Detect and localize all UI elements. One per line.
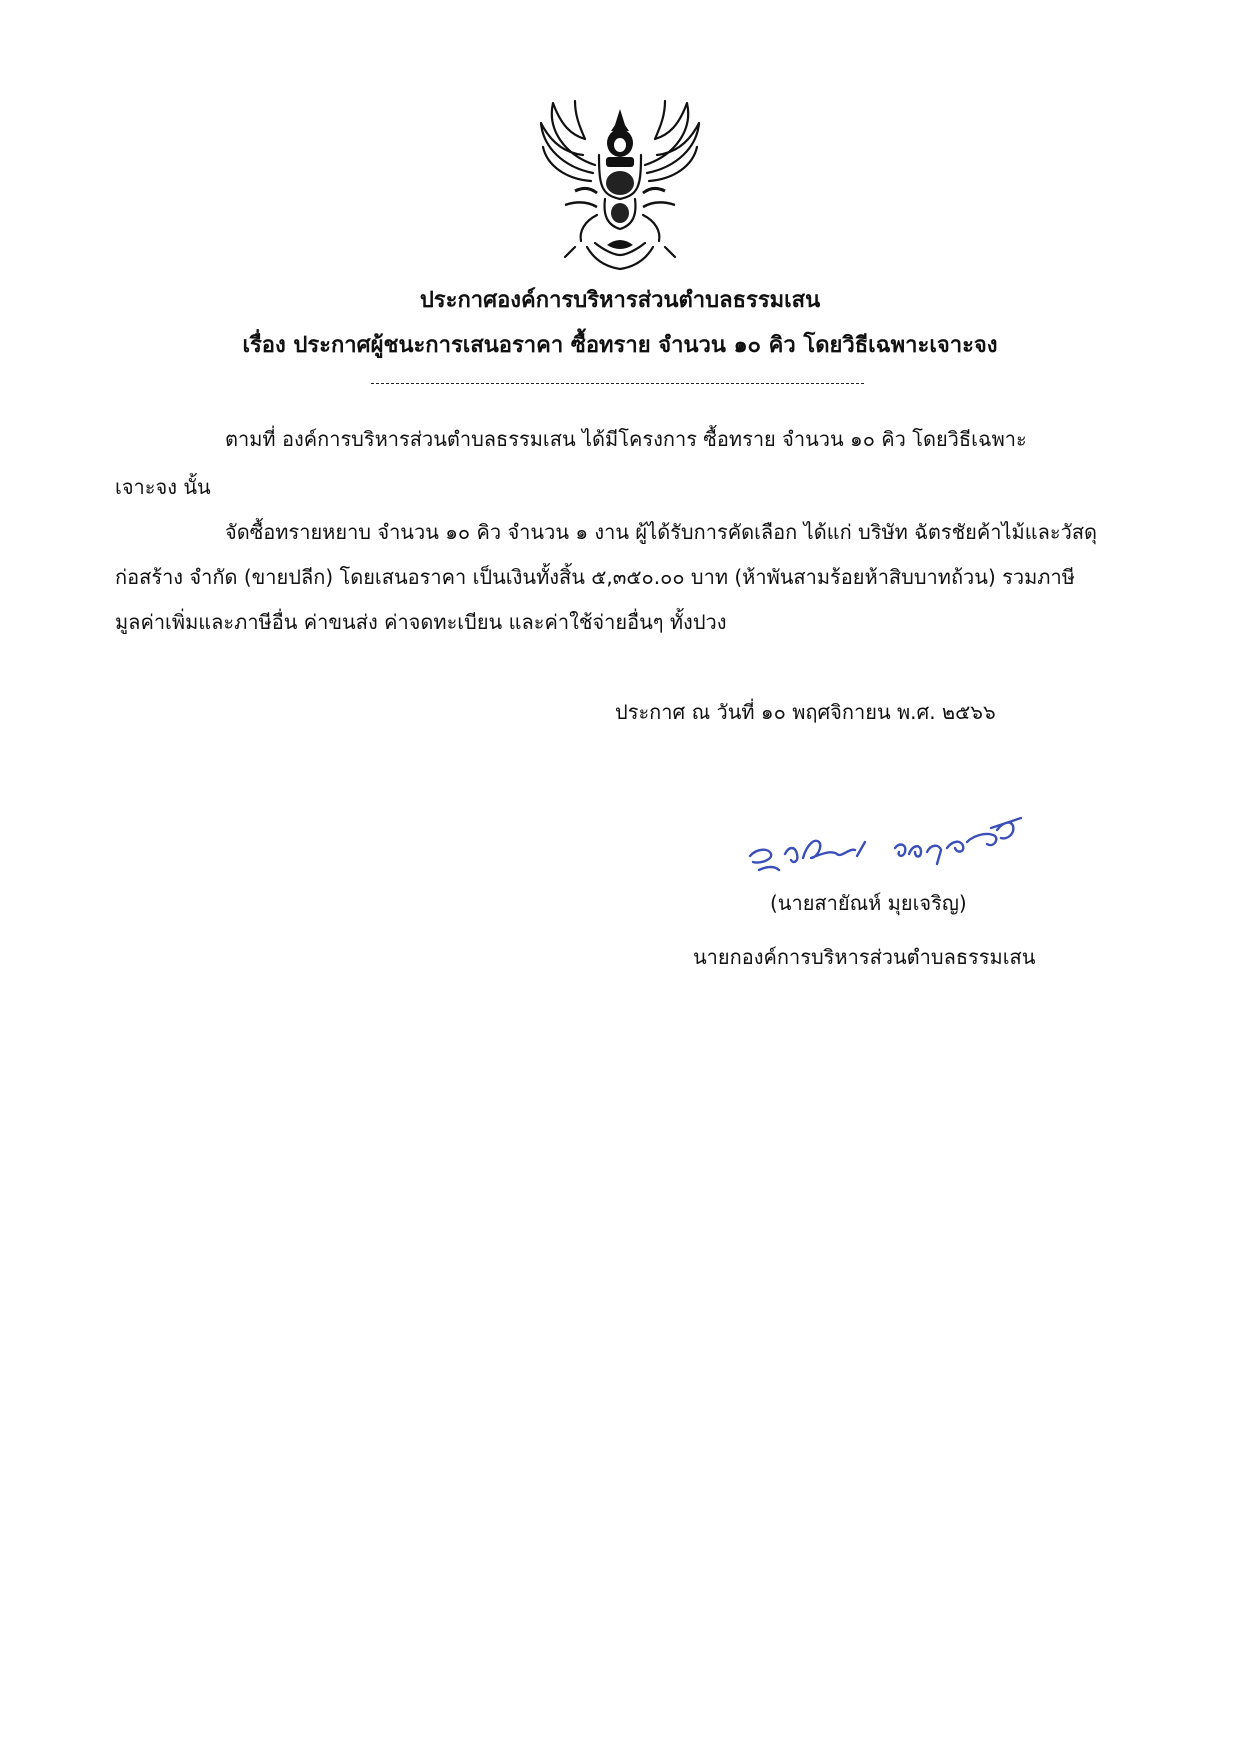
- signer-position: นายกองค์การบริหารส่วนตำบลธรรมเสน: [693, 945, 1036, 969]
- announcement-subject: เรื่อง ประกาศผู้ชนะการเสนอราคา ซื้อทราย จำนวน ๑๐ คิว โดยวิธีเฉพาะเจาะจง: [242, 333, 998, 358]
- paragraph-2-line-1: จัดซื้อทรายหยาบ จำนวน ๑๐ คิว จำนวน ๑ งาน ผู้ได้รับการคัดเลือก ได้แก่ บริษัท ฉัตรชัยค้าไม้และวัสดุ: [225, 520, 1098, 544]
- signer-name: (นายสายัณห์ มุยเจริญ): [770, 891, 967, 915]
- paragraph-2-line-2: ก่อสร้าง จำกัด (ขายปลีก) โดยเสนอราคา เป็นเงินทั้งสิ้น ๕,๓๕๐.๐๐ บาท (ห้าพันสามร้อยห้าสิบบาทถ้วน) รวมภาษี: [115, 565, 1075, 589]
- signature-image: [745, 808, 1035, 878]
- announcement-date: ประกาศ ณ วันที่ ๑๐ พฤศจิกายน พ.ศ. ๒๕๖๖: [615, 700, 996, 724]
- paragraph-1-line-1: ตามที่ องค์การบริหารส่วนตำบลธรรมเสน ได้มีโครงการ ซื้อทราย จำนวน ๑๐ คิว โดยวิธีเฉพาะ: [225, 427, 1027, 451]
- announcement-title: ประกาศองค์การบริหารส่วนตำบลธรรมเสน: [419, 288, 821, 313]
- paragraph-2-line-3: มูลค่าเพิ่มและภาษีอื่น ค่าขนส่ง ค่าจดทะเบียน และค่าใช้จ่ายอื่นๆ ทั้งปวง: [115, 610, 727, 634]
- garuda-emblem-icon: [535, 95, 705, 273]
- divider: [371, 383, 864, 384]
- paragraph-1-line-2: เจาะจง นั้น: [115, 475, 211, 499]
